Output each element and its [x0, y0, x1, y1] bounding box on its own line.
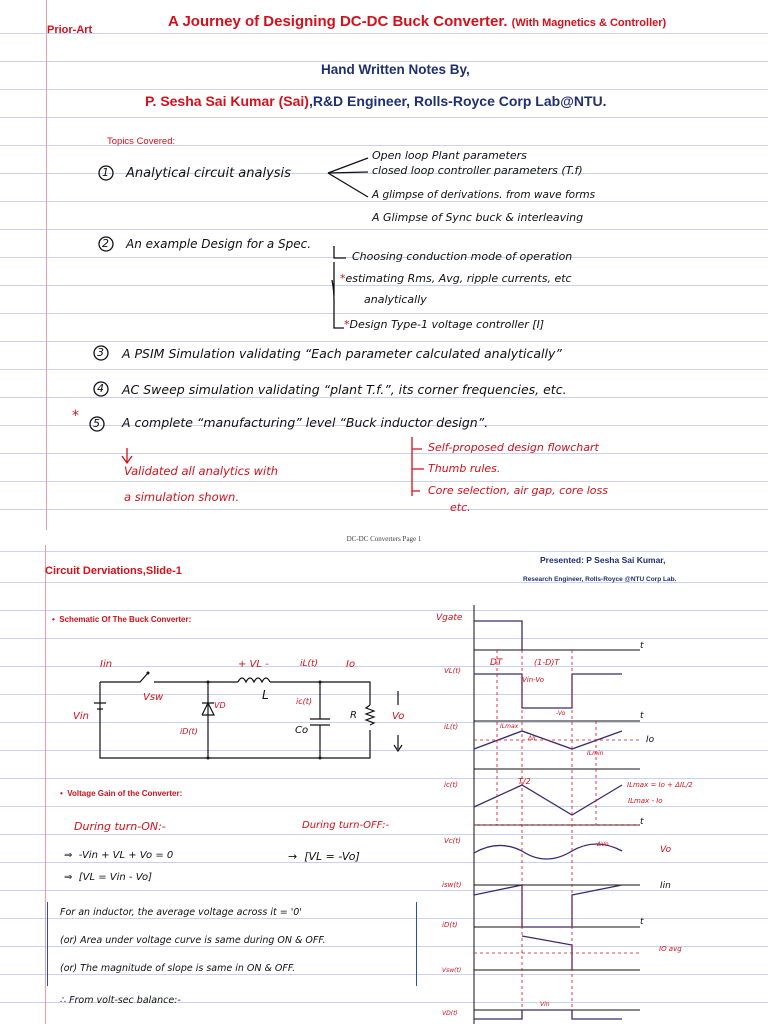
- wave-axis-t-2: t: [640, 711, 644, 721]
- topic-1-text: Analytical circuit analysis: [126, 166, 291, 181]
- equation-vl-off: → [VL = -Vo]: [288, 850, 360, 863]
- wave-axis-t-3: t: [640, 817, 644, 827]
- circuit-label-vsw: Vsw: [143, 692, 164, 703]
- topic-4-number: 4: [97, 382, 104, 395]
- topic-5-sub-1: Self-proposed design flowchart: [428, 441, 599, 454]
- circuit-label-ic: ic(t): [296, 697, 312, 706]
- topic-5-sub-3: Core selection, air gap, core loss: [428, 484, 608, 497]
- topic-1-sub-4: A Glimpse of Sync buck & interleaving: [372, 211, 584, 224]
- topic-3-text: A PSIM Simulation validating “Each parameter calculated analytically”: [122, 346, 562, 361]
- topic-5-sub-2: Thumb rules.: [428, 462, 501, 475]
- topic-5-note-2: a simulation shown.: [124, 490, 239, 504]
- bullet-schematic: • Schematic Of The Buck Converter:: [52, 615, 192, 624]
- circuit-label-vo: Vo: [392, 711, 405, 722]
- topic-2-number: 2: [102, 237, 109, 250]
- topic-1-number: 1: [102, 166, 109, 179]
- author-role: ,R&D Engineer, Rolls-Royce Corp Lab@NTU.: [308, 93, 607, 109]
- wave-label-vin-vo: Vin-Vo: [522, 676, 545, 684]
- topic-5-text: A complete “manufacturing” level “Buck inductor design”.: [122, 415, 489, 430]
- topic-5-note-1: Validated all analytics with: [124, 464, 279, 478]
- topics-heading: Topics Covered:: [107, 136, 176, 147]
- wave-label-vl: VL(t): [444, 667, 461, 675]
- box-line-1: For an inductor, the average voltage across it = '0': [60, 907, 302, 918]
- wave-label-iin: Iin: [660, 881, 671, 891]
- wave-label-vo: Vo: [660, 845, 672, 855]
- slide-heading: Circuit Derviations,Slide-1: [45, 565, 182, 577]
- topic-5-star: *: [72, 408, 79, 424]
- wave-label-io: Io: [646, 735, 655, 745]
- notes-page-2: [0, 545, 768, 1024]
- circuit-label-l: L: [262, 688, 269, 702]
- box-line-3: (or) The magnitude of slope is same in ON & OFF.: [60, 963, 296, 974]
- volt-sec-line: ∴ From volt-sec balance:-: [60, 995, 181, 1006]
- wave-label-isw: isw(t): [442, 881, 462, 889]
- circuit-label-vin: Vin: [73, 711, 89, 722]
- prior-art-tag: Prior-Art: [47, 24, 93, 36]
- wave-label-t-half: T/2: [518, 777, 531, 786]
- circuit-label-vd: VD: [214, 701, 226, 710]
- topic-3-number: 3: [97, 346, 104, 359]
- wave-label-dt: DT: [490, 658, 503, 668]
- author-name: P. Sesha Sai Kumar (Sai): [145, 93, 309, 109]
- circuit-label-vl: + VL -: [238, 659, 269, 670]
- turn-off-label: During turn-OFF:-: [302, 820, 390, 831]
- wave-label-vgate: Vgate: [436, 613, 463, 623]
- topic-1-sub-1: Open loop Plant parameters: [372, 149, 527, 162]
- topic-1-sub-2: closed loop controller parameters (T.f): [372, 164, 583, 177]
- topic-1-sub-3: A glimpse of derivations. from wave forms: [372, 189, 596, 201]
- wave-label-vsw: Vsw(t): [442, 967, 462, 974]
- circuit-label-io: Io: [346, 659, 356, 670]
- topic-4-text: AC Sweep simulation validating “plant T.f.”, its corner frequencies, etc.: [122, 382, 567, 397]
- topic-5-sub-4: etc.: [450, 501, 471, 514]
- box-line-2: (or) Area under voltage curve is same during ON & OFF.: [60, 935, 326, 946]
- wave-label-id: iD(t): [442, 921, 458, 929]
- wave-label-vd: VD(t): [442, 1010, 458, 1017]
- equation-turn-on-kvl: ⇒ -Vin + VL + Vo = 0: [64, 850, 174, 861]
- wave-label-ilmax-io: ILmax - Io: [628, 797, 663, 805]
- circuit-label-r: R: [350, 710, 357, 721]
- wave-label-vc: Vc(t): [444, 837, 461, 845]
- bullet-voltage-gain: • Voltage Gain of the Converter:: [60, 789, 183, 798]
- circuit-label-iin: Iin: [100, 659, 113, 670]
- equation-vl-on: ⇒ [VL = Vin - Vo]: [64, 872, 152, 883]
- circuit-label-il: iL(t): [300, 659, 319, 669]
- page-footer: DC-DC Converters Page 1: [346, 535, 422, 543]
- title-sub: (With Magnetics & Controller): [511, 17, 667, 29]
- presenter: Presented: P Sesha Sai Kumar,: [540, 555, 666, 565]
- topic-2-sub-3: analytically: [364, 293, 427, 306]
- wave-label-off-time: (1-D)T: [534, 658, 560, 667]
- wave-label-il: iL(t): [444, 723, 459, 731]
- wave-label-ic: ic(t): [444, 781, 458, 789]
- wave-label-delta-il: ΔIL: [528, 735, 538, 742]
- wave-axis-t-4: t: [640, 917, 644, 927]
- wave-label-neg-vo: -Vo: [556, 710, 566, 717]
- circuit-label-co: Co: [295, 725, 309, 736]
- affiliation: Research Engineer, Rolls-Royce @NTU Corp Lab.: [523, 576, 677, 583]
- topic-2-sub-1: Choosing conduction mode of operation: [352, 250, 573, 263]
- topic-2-text: An example Design for a Spec.: [126, 237, 312, 251]
- notes-by: Hand Written Notes By,: [321, 62, 470, 77]
- topic-5-number: 5: [93, 417, 100, 430]
- topic-2-sub-4: *Design Type-1 voltage controller [I]: [344, 318, 545, 331]
- circuit-label-id: iD(t): [180, 727, 198, 736]
- title-main: A Journey of Designing DC-DC Buck Converter.: [168, 13, 508, 30]
- wave-label-ilmin: ILmin: [587, 750, 604, 757]
- topic-2-sub-2: *estimating Rms, Avg, ripple currents, etc: [340, 272, 572, 285]
- wave-label-io-avg: IO avg: [659, 945, 682, 953]
- wave-label-vin: Vin: [540, 1001, 550, 1008]
- wave-label-ilmax-eq: ILmax = Io + ΔIL/2: [627, 781, 693, 789]
- wave-label-ilmax: ILmax: [500, 723, 519, 730]
- wave-label-delta-vo: ΔVo: [597, 841, 609, 848]
- wave-axis-t-1: t: [640, 641, 644, 651]
- turn-on-label: During turn-ON:-: [74, 820, 166, 833]
